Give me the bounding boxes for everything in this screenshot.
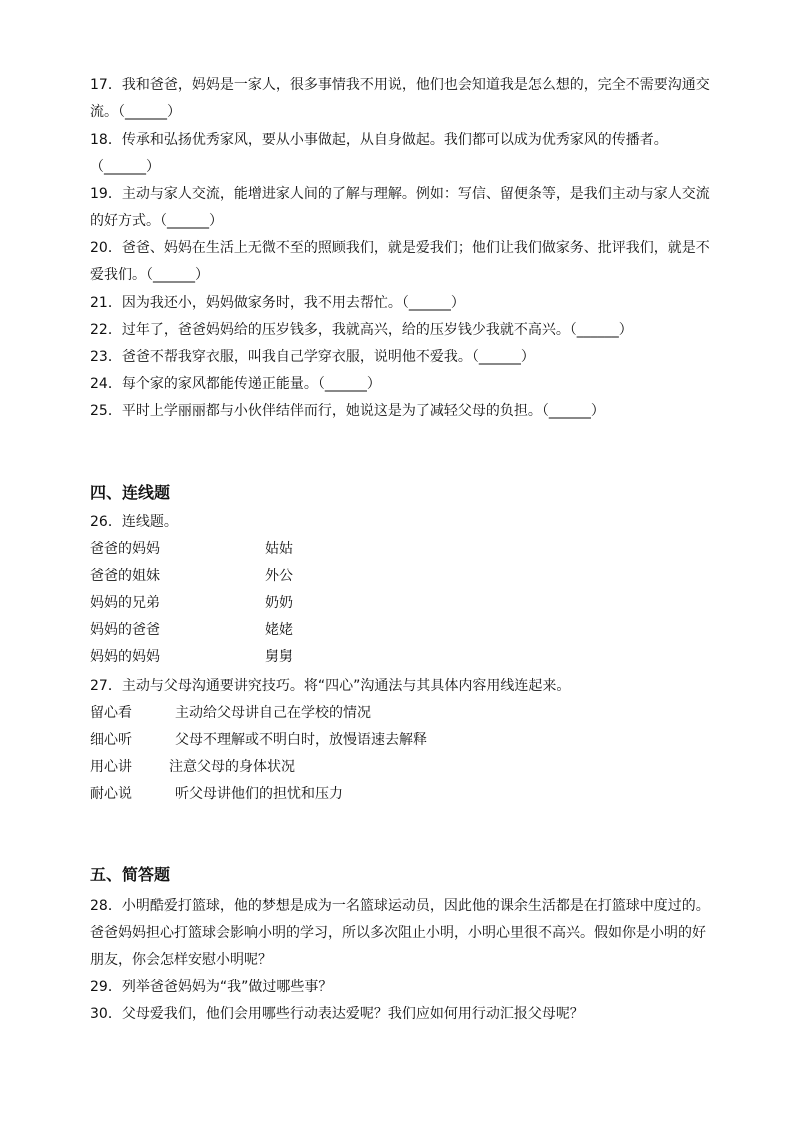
question-27: 27．主动与父母沟通要讲究技巧。将“四心”沟通法与其具体内容用线连起来。 (90, 678, 571, 694)
question-23: 23．爸爸不帮我穿衣服，叫我自己学穿衣服，说明他不爱我。（______） (90, 349, 535, 365)
question-18-line-1: 18．传承和弘扬优秀家风，要从小事做起，从自身做起。我们都可以成为优秀家风的传播者。 (90, 132, 668, 148)
question-21: 21．因为我还小，妈妈做家务时，我不用去帮忙。（______） (90, 295, 465, 311)
question-22: 22．过年了，爸爸妈妈给的压岁钱多，我就高兴，给的压岁钱少我就不高兴。（______） (90, 322, 633, 338)
question-28-line-1: 28．小明酷爱打篮球，他的梦想是成为一名篮球运动员，因此他的课余生活都是在打篮球中度过的。 (90, 898, 710, 914)
match-27-left-3: 用心讲 (90, 759, 132, 775)
question-24: 24．每个家的家风都能传递正能量。（______） (90, 376, 381, 392)
match-26-right-1: 姑姑 (265, 541, 293, 557)
section-4-heading: 四、连线题 (90, 483, 171, 502)
question-20-line-1: 20．爸爸、妈妈在生活上无微不至的照顾我们，就是爱我们；他们让我们做家务、批评我们，就是不 (90, 240, 710, 256)
question-28-line-2: 爸爸妈妈担心打篮球会影响小明的学习，所以多次阻止小明，小明心里很不高兴。假如你是小明的好 (90, 925, 706, 941)
match-27-right-4: 听父母讲他们的担忧和压力 (175, 786, 343, 802)
match-26-right-5: 舅舅 (265, 649, 293, 665)
question-20-line-2: 爱我们。（______） (90, 267, 209, 283)
question-17-line-2: 流。（______） (90, 104, 181, 120)
match-26-right-3: 奶奶 (265, 595, 293, 611)
question-19-line-1: 19．主动与家人交流，能增进家人间的了解与理解。例如：写信、留便条等，是我们主动与家人交流 (90, 186, 710, 202)
match-26-left-5: 妈妈的妈妈 (90, 649, 160, 665)
match-26-left-3: 妈妈的兄弟 (90, 595, 160, 611)
question-17-line-1: 17．我和爸爸，妈妈是一家人，很多事情我不用说，他们也会知道我是怎么想的，完全不需要沟通交 (90, 77, 710, 93)
match-27-left-4: 耐心说 (90, 786, 132, 802)
match-27-left-1: 留心看 (90, 705, 132, 721)
question-29: 29．列举爸爸妈妈为“我”做过哪些事？ (90, 979, 333, 995)
match-26-right-2: 外公 (265, 568, 293, 584)
match-26-right-4: 姥姥 (265, 622, 293, 638)
question-30: 30．父母爱我们，他们会用哪些行动表达爱呢？我们应如何用行动汇报父母呢？ (90, 1006, 584, 1022)
match-26-left-2: 爸爸的姐妹 (90, 568, 160, 584)
match-27-right-2: 父母不理解或不明白时，放慢语速去解释 (175, 732, 427, 748)
question-28-line-3: 朋友，你会怎样安慰小明呢？ (90, 952, 272, 968)
question-19-line-2: 的好方式。（______） (90, 213, 223, 229)
question-26: 26．连线题。 (90, 514, 178, 530)
match-27-right-3: 注意父母的身体状况 (169, 759, 295, 775)
match-26-left-4: 妈妈的爸爸 (90, 622, 160, 638)
match-27-right-1: 主动给父母讲自己在学校的情况 (175, 705, 371, 721)
question-25: 25．平时上学丽丽都与小伙伴结伴而行，她说这是为了减轻父母的负担。（______） (90, 403, 605, 419)
question-18-line-2: （______） (90, 159, 160, 175)
match-26-left-1: 爸爸的妈妈 (90, 541, 160, 557)
match-27-left-2: 细心听 (90, 732, 132, 748)
section-5-heading: 五、简答题 (90, 865, 171, 884)
